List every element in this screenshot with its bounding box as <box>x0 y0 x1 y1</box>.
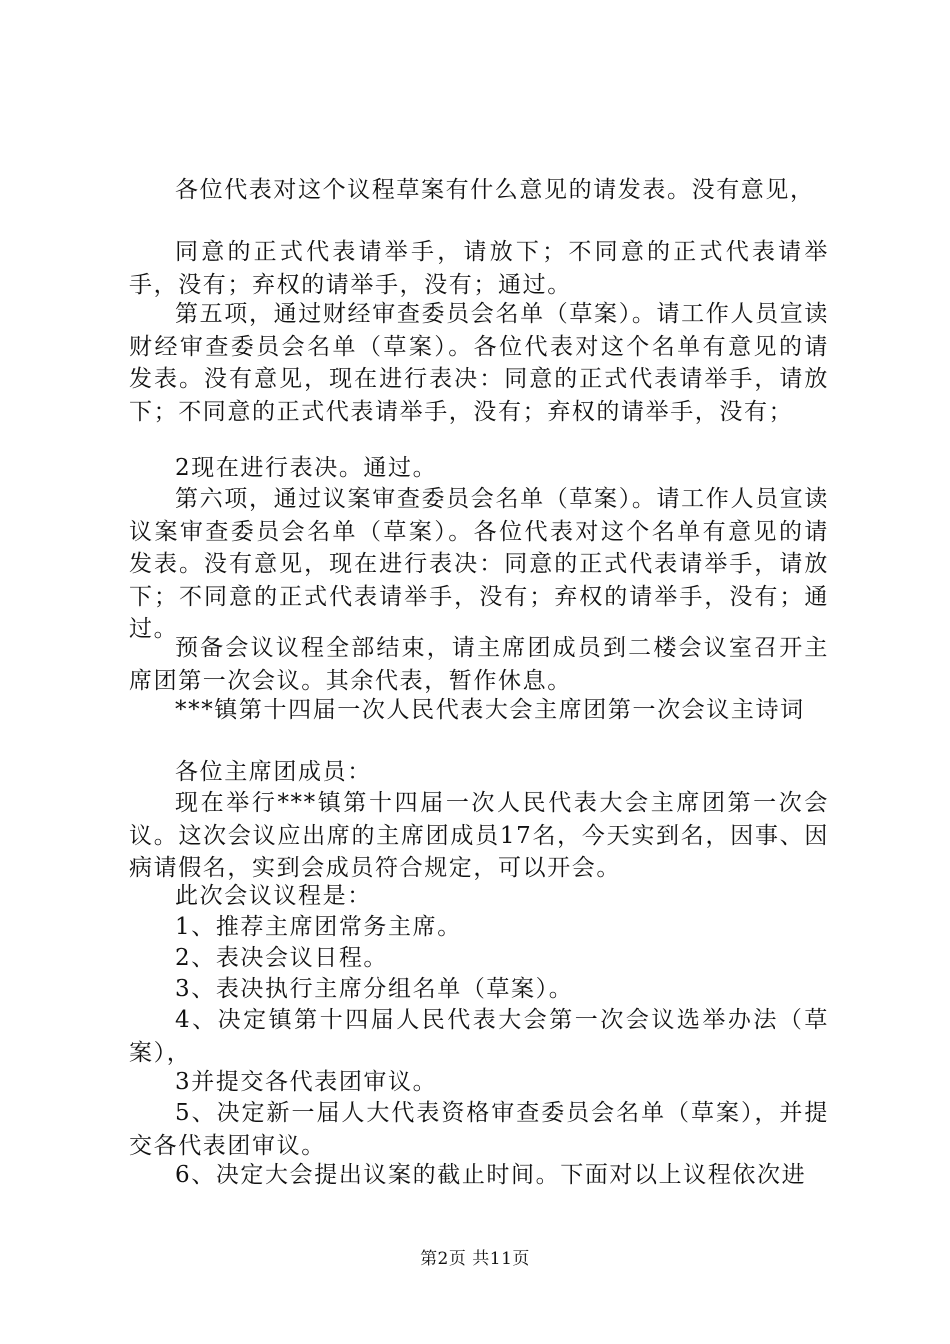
page-number-footer: 第2页 共11页 <box>420 1249 530 1269</box>
paragraph-3: 第五项，通过财经审查委员会名单（草案）。请工作人员宣读财经审查委员会名单（草案）。各位代表对这个名单有意见的请发表。没有意见，现在进行表决：同意的正式代表请举手，请放下；不同意的正式代表请举手，没有；弃权的请举手，没有； <box>129 301 829 425</box>
paragraph-15: 3并提交各代表团审议。 <box>175 1069 438 1095</box>
paragraph-10: 此次会议议程是： <box>175 883 372 909</box>
paragraph-9: 现在举行***镇第十四届一次人民代表大会主席团第一次会议。这次会议应出席的主席团成员17名，今天实到名，因事、因病请假名，实到会成员符合规定，可以开会。 <box>129 790 829 881</box>
paragraph-12: 2、表决会议日程。 <box>175 945 389 971</box>
paragraph-13: 3、表决执行主席分组名单（草案）。 <box>175 976 574 1002</box>
paragraph-14: 4、决定镇第十四届人民代表大会第一次会议选举办法（草案）， <box>129 1007 829 1066</box>
paragraph-4: 2现在进行表决。通过。 <box>175 455 438 481</box>
paragraph-7: ***镇第十四届一次人民代表大会主席团第一次会议主诗词 <box>175 697 805 723</box>
paragraph-5: 第六项，通过议案审查委员会名单（草案）。请工作人员宣读议案审查委员会名单（草案）。各位代表对这个名单有意见的请发表。没有意见，现在进行表决：同意的正式代表请举手，请放下；不同意的正式代表请举手，没有；弃权的请举手，没有；通过。 <box>129 486 829 642</box>
paragraph-16: 5、决定新一届人大代表资格审查委员会名单（草案），并提交各代表团审议。 <box>129 1100 829 1159</box>
paragraph-8: 各位主席团成员： <box>175 759 372 785</box>
paragraph-17: 6、决定大会提出议案的截止时间。下面对以上议程依次进 <box>175 1162 807 1188</box>
paragraph-2: 同意的正式代表请举手，请放下；不同意的正式代表请举手，没有；弃权的请举手，没有；通过。 <box>129 239 829 298</box>
paragraph-1: 各位代表对这个议程草案有什么意见的请发表。没有意见， <box>175 177 815 203</box>
paragraph-6: 预备会议议程全部结束，请主席团成员到二楼会议室召开主席团第一次会议。其余代表，暂作休息。 <box>129 635 829 694</box>
paragraph-11: 1、推荐主席团常务主席。 <box>175 914 462 940</box>
